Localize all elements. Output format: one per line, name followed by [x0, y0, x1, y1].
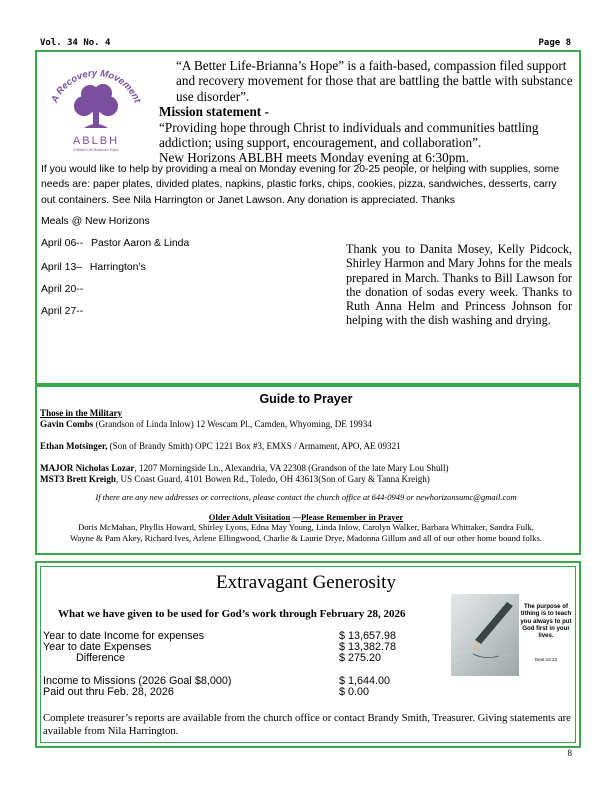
logo-arc-text: A Recovery Movement: [49, 67, 143, 105]
page-number: 8: [567, 748, 572, 758]
military-entry: [40, 474, 430, 484]
military-name: MST3 Brett Kreigh: [40, 474, 116, 484]
generosity-title: Extravagant Generosity: [216, 572, 396, 593]
finance-value: $ 0.00: [339, 686, 370, 698]
meal-date: April 13–: [41, 262, 83, 273]
mission-text: “Providing hope through Christ to individuals and communities battling addiction; using support, encouragement, and collaboration”.: [159, 119, 539, 151]
finance-label: Income to Missions (2026 Goal $8,000): [43, 675, 232, 687]
military-detail: (Grandson of Linda Inlow) 12 Wescam Pl., Camden, Whyoming, DE 19934: [93, 419, 372, 429]
meal-date: April 20--: [41, 284, 84, 295]
visitation-heading-b: Please Remember in Prayer: [301, 512, 404, 522]
finance-label: Paid out thru Feb. 28, 2026: [43, 686, 174, 698]
treasurer-note: Complete treasurer’s reports are available from the church office or contact Brandy Smith, Treasurer. Giving statements are available from Nila Harrington.: [43, 712, 571, 738]
finance-label: Difference: [76, 652, 126, 664]
intro-text: “A Better Life-Brianna’s Hope” is a faith-based, compassion filed support and recovery movement for those that are battling the battle with substance use disorder”.: [176, 58, 573, 104]
meal-row: [41, 238, 189, 249]
military-entry: [40, 441, 401, 451]
meal-row: [41, 306, 83, 317]
military-name: Ethan Motsinger,: [40, 441, 108, 451]
tree-icon: [74, 84, 118, 128]
military-detail: , US Coast Guard, 4101 Bowen Rd., Toledo, OH 43613(Son of Gary & Tanna Kreigh): [115, 474, 430, 484]
military-heading: Those in the Military: [40, 408, 123, 418]
tithing-reference: Deut 14:23: [534, 657, 558, 662]
meal-date: April 27--: [41, 306, 84, 317]
volume-label: Vol. 34 No. 4: [40, 38, 111, 48]
meal-row: [41, 284, 83, 295]
military-entry: [40, 463, 449, 473]
mission-heading: Mission statement -: [159, 104, 269, 120]
visitation-heading-a: Older Adult Visitation: [208, 512, 291, 522]
finance-label: Year to date Income for expenses: [43, 630, 205, 642]
volunteer-text: If you would like to help by providing a meal on Monday evening for 20-25 people, or helping with supplies, some needs are: paper plates, divided plates, napkins, plastic forks, chips, cookies, pizza, sandwiches, desserts, carry out containers. See Nila Harrington or Janet Lawson. Any donation is appreciated. Thanks: [41, 164, 560, 206]
visitation-heading: [35, 512, 577, 522]
finance-value: $ 275.20: [339, 652, 382, 664]
finance-value: $ 13,657.98: [339, 630, 397, 642]
meal-host: Harrington’s: [89, 262, 146, 273]
prayer-title: Guide to Prayer: [259, 392, 353, 406]
military-name: MAJOR Nicholas Lozar: [40, 463, 135, 473]
meal-row: [41, 262, 146, 273]
meeting-text: New Horizons ABLBH meets Monday evening at 6:30pm.: [159, 150, 469, 166]
military-name: Gavin Combs: [40, 419, 94, 429]
logo-letters: ABLBH: [72, 135, 120, 147]
recovery-intro: [159, 58, 573, 166]
generosity-subtitle: What we have given to be used for God’s work through February 28, 2026: [58, 608, 406, 620]
tithing-caption: The purpose of tithing is to teach you always to put God first in your lives.: [520, 603, 572, 640]
finance-value: $ 1,644.00: [339, 675, 391, 687]
meals-heading: Meals @ New Horizons: [41, 216, 150, 227]
military-detail: (Son of Brandy Smith) OPC 1221 Box #3, EMXS / Armament, APO, AE 09321: [107, 441, 401, 451]
page-label: Page 8: [538, 38, 571, 48]
visitation-heading-sep: —: [290, 512, 302, 522]
finance-label: Year to date Expenses: [43, 641, 152, 653]
finance-value: $ 13,382.78: [339, 641, 397, 653]
logo-tagline: A Better Life Brianna's Hope: [73, 148, 119, 152]
fountain-pen-image: [451, 594, 519, 676]
military-entry: [40, 419, 372, 429]
visitation-list-2: Wayne & Pam Akey, Richard Ives, Arlene Ellingwood, Charlie & Laurie Drye, Madonna Gillum and all of our other home bound folks.: [69, 533, 543, 543]
visitation-list-1: Doris McMahan, Phyllis Howard, Shirley Lyons, Edna May Young, Linda Inlow, Carolyn Walker, Barbara Whittaker, Sandra Fulk,: [78, 522, 534, 532]
meal-host: Pastor Aaron & Linda: [91, 238, 190, 249]
meal-date: April 06--: [41, 238, 84, 249]
military-detail: , 1207 Morningside Ln., Alexandria, VA 22308 (Grandson of the late Mary Lou Shull): [134, 463, 449, 473]
ablbh-logo: [40, 56, 150, 164]
thanks-text: Thank you to Danita Mosey, Kelly Pidcock, Shirley Harmon and Mary Johns for the meals prepared in March. Thanks to Bill Lawson for the donation of sodas every week. Thanks to Ruth Anna Helm and Princess Johnson for helping with the dish washing and drying.: [346, 242, 572, 328]
corrections-note: If there are any new addresses or corrections, please contact the church office at 644-0949 or newhorizonsumc@gmail.com: [95, 492, 517, 502]
